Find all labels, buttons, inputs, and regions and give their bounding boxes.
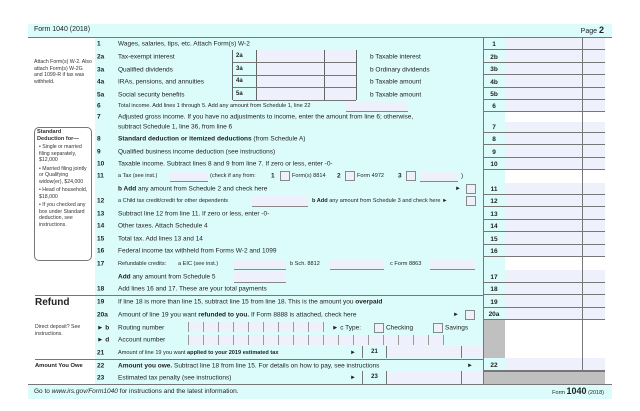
line-text: Total income. Add lines 1 through 5. Add any amount from Schedule 1, line 22 (118, 103, 311, 109)
line-box-label: 4b (483, 75, 505, 88)
line-number: 21 (97, 349, 105, 357)
line-text: Adjusted gross income. If you have no adjustments to income, enter the amount from line 6; otherwise, (118, 113, 414, 121)
line-number: 6 (97, 102, 101, 110)
line-text: Routing number (118, 324, 165, 332)
amount-field[interactable] (505, 283, 605, 295)
amount-field[interactable] (505, 75, 605, 88)
form-footer (28, 384, 612, 399)
schedule1-line22-field[interactable] (346, 101, 408, 112)
line-number: 14 (97, 222, 105, 230)
digit-box[interactable] (219, 322, 234, 332)
arrow-icon: ► (350, 350, 356, 356)
amount-field[interactable] (505, 63, 605, 75)
arrow-icon: ► (453, 312, 459, 318)
checkbox-label: Form(s) 8814 (292, 173, 326, 179)
line21-cents[interactable] (462, 346, 484, 358)
schedule2-checkbox[interactable] (466, 184, 476, 194)
line-number: 10 (97, 160, 105, 168)
line-box-label: 8 (483, 133, 505, 145)
line-text: c Form 8863 (390, 261, 422, 267)
amount-field[interactable] (505, 207, 605, 220)
schedule3-checkbox[interactable] (466, 196, 476, 206)
line-number: 16 (97, 247, 105, 255)
option-number: 1 (271, 172, 275, 180)
line-box-label: 16 (483, 245, 505, 257)
digit-box[interactable] (249, 322, 264, 332)
sch8812-field[interactable] (330, 259, 384, 270)
standard-deduction-box (34, 127, 92, 261)
attach-note: Attach Form(s) W-2. Also attach Form(s) W-2G and 1099-R if tax was withheld. (34, 59, 92, 85)
digit-box[interactable] (204, 322, 219, 332)
line-number: ► b (97, 324, 110, 332)
digit-box[interactable] (219, 335, 234, 345)
amount-field[interactable] (505, 88, 605, 100)
digit-box[interactable] (264, 322, 279, 332)
line-text: Estimated tax penalty (see instructions) (118, 374, 232, 382)
digit-box[interactable] (189, 322, 204, 332)
digit-box[interactable] (264, 335, 279, 345)
amount-field[interactable] (505, 122, 605, 133)
digit-box[interactable] (369, 335, 384, 345)
line-text: b Taxable interest (370, 53, 421, 61)
amount-field[interactable] (505, 308, 605, 320)
form8888-checkbox[interactable] (465, 310, 475, 320)
line-text: b Add any amount from Schedule 3 and check here ► (312, 198, 448, 204)
page-number: Page 2 (580, 25, 604, 35)
digit-box[interactable] (294, 335, 309, 345)
line-number: 8 (97, 135, 101, 143)
line21-amount[interactable] (387, 346, 462, 358)
line-text: IRAs, pensions, and annuities (118, 78, 204, 86)
refund-heading: Refund (35, 297, 70, 308)
amount-field[interactable] (505, 232, 605, 245)
amount-field[interactable] (505, 358, 605, 371)
line-number: 12 (97, 197, 105, 205)
inner-amount-grid (232, 50, 356, 100)
line-number: 11 (97, 172, 104, 180)
digit-box[interactable] (234, 322, 249, 332)
line-box-label: 18 (483, 283, 505, 295)
digit-box[interactable] (234, 335, 249, 345)
digit-box[interactable] (309, 335, 324, 345)
line23-cents[interactable] (462, 371, 484, 384)
line-text: b Taxable amount (370, 91, 422, 99)
line-text: b Add any amount from Schedule 2 and check here (118, 185, 268, 193)
checking-checkbox[interactable] (374, 323, 384, 333)
line-number: 19 (97, 298, 105, 306)
digit-box[interactable] (399, 335, 414, 345)
line-box-label: 11 (483, 170, 505, 195)
line-number: 2a (97, 53, 105, 61)
digit-box[interactable] (279, 322, 294, 332)
option-number: 2 (337, 172, 341, 180)
other-form-field[interactable] (420, 171, 458, 182)
line-number: 15 (97, 235, 105, 243)
box-label: 4a (236, 78, 243, 84)
line-text: Taxable income. Subtract lines 8 and 9 from line 7. If zero or less, enter -0- (118, 160, 333, 168)
column-divider (483, 38, 484, 384)
line-number: 5a (97, 91, 105, 99)
line-text: Amount of line 19 you want refunded to you. If Form 8888 is attached, check here (118, 311, 357, 319)
digit-box[interactable] (354, 335, 369, 345)
line-number: 22 (97, 362, 105, 370)
line-text: Social security benefits (118, 91, 185, 99)
checkbox-label: Checking (386, 324, 414, 332)
line21-box (362, 346, 484, 358)
line-text: b Ordinary dividends (370, 66, 430, 74)
line-text: Wages, salaries, tips, etc. Attach Form(s) W-2 (118, 40, 250, 48)
option-number: 3 (398, 172, 402, 180)
form-id: Form 1040 (2018) (34, 26, 91, 33)
line-box-label: 6 (483, 100, 505, 112)
line-box-label: 19 (483, 295, 505, 308)
line-number: 3a (97, 66, 105, 74)
arrow-icon: ► (350, 375, 356, 381)
form8863-field[interactable] (430, 259, 475, 270)
line-text: a Child tax credit/credit for other dependents (118, 198, 229, 204)
line-box-label: 14 (483, 220, 505, 232)
line-box-label: 7 (483, 112, 505, 133)
checkbox-label: Form 4972 (357, 173, 385, 179)
divider (35, 295, 483, 296)
other-form-checkbox[interactable] (406, 171, 416, 181)
line-number: ► d (97, 336, 110, 344)
line-text: (check if any from: (210, 173, 256, 179)
line-text: b Sch. 8812 (290, 261, 320, 267)
line-number: 18 (97, 285, 105, 293)
line-box-label: 10 (483, 158, 505, 170)
box-label: 23 (363, 371, 387, 384)
line-text: Account number (118, 336, 166, 344)
digit-box[interactable] (384, 335, 399, 345)
line-text: Tax-exempt interest (118, 53, 175, 61)
child-tax-credit-field[interactable] (252, 196, 308, 207)
schedule5-field[interactable] (234, 272, 286, 283)
box-label: 3a (236, 66, 243, 72)
line-text: subtract Schedule 1, line 36, from line 6 (118, 123, 233, 131)
savings-checkbox[interactable] (433, 323, 443, 333)
tax-field[interactable] (170, 171, 208, 182)
line-text: Federal income tax withheld from Forms W-2 and 1099 (118, 247, 277, 255)
blank-space (505, 112, 605, 122)
line-number: 4a (97, 78, 105, 86)
std-item: • Head of household, $18,000 (39, 187, 88, 200)
line-text: Subtract line 12 from line 11. If zero or less, enter -0- (118, 210, 270, 218)
arrow-icon: ► (455, 186, 461, 192)
account-number-input[interactable] (188, 335, 444, 345)
line-text: a EIC (see inst.) (178, 261, 219, 267)
amount-field[interactable] (505, 158, 605, 170)
digit-box[interactable] (204, 335, 219, 345)
line-number: 1 (97, 40, 101, 48)
std-item: • Single or married filing separately, $12,000 (39, 144, 82, 163)
arrow-icon: ► (467, 363, 473, 369)
line-box-label: 13 (483, 207, 505, 220)
line-text: b Taxable amount (370, 78, 422, 86)
line-box-label: 15 (483, 232, 505, 245)
line-box-label: 20a (483, 308, 505, 320)
line-text: Total tax. Add lines 13 and 14 (118, 235, 203, 243)
line-number: 7 (97, 113, 101, 121)
form-4972-checkbox[interactable] (345, 171, 355, 181)
line-text: Add lines 16 and 17. These are your total payments (118, 285, 267, 293)
line-box-label: 3b (483, 63, 505, 75)
amount-field[interactable] (505, 195, 605, 207)
line-number: 13 (97, 210, 105, 218)
direct-deposit-note: Direct deposit? See instructions. (35, 324, 81, 337)
shaded-area (483, 320, 505, 358)
footer-form-id: Form 1040 (2018) (552, 386, 604, 396)
form-header (28, 24, 612, 38)
line-box-label: 2b (483, 50, 505, 63)
line-text: If line 18 is more than line 15, subtract line 15 from line 18. This is the amount you overpaid (118, 298, 383, 306)
box-label: 5a (236, 91, 243, 97)
line-text: Amount you owe. Subtract line 18 from line 15. For details on how to pay, see instructions (118, 362, 380, 370)
digit-box[interactable] (324, 335, 339, 345)
irs-link[interactable]: www.irs.gov/Form1040 (51, 388, 118, 395)
amount-field[interactable] (505, 245, 605, 257)
digit-box[interactable] (309, 322, 324, 332)
form-8814-checkbox[interactable] (280, 171, 290, 181)
checkbox-label: Savings (445, 324, 469, 332)
std-item: • If you checked any box under Standard deduction, see instructions. (39, 202, 86, 228)
line-text: Add any amount from Schedule 5 (118, 273, 216, 281)
amount-field[interactable] (505, 133, 605, 145)
amount-field[interactable] (505, 270, 605, 283)
amount-field[interactable] (505, 50, 605, 63)
line-text: Qualified dividends (118, 66, 173, 74)
line-box-label: 17 (483, 257, 505, 283)
line-number: 23 (97, 374, 105, 382)
line-text: Standard deduction or itemized deductions (from Schedule A) (118, 135, 306, 143)
std-item: • Married filing jointly or Qualifying widow(er), $24,000 (39, 165, 87, 185)
digit-box[interactable] (339, 335, 354, 345)
amount-field[interactable] (505, 100, 605, 112)
routing-number-input[interactable] (188, 322, 324, 332)
line-text: ► c Type: (332, 324, 362, 332)
std-title: Standard Deduction for— (37, 129, 79, 142)
box-label: 21 (363, 346, 387, 358)
amount-field[interactable] (505, 38, 605, 50)
amount-field[interactable] (505, 145, 605, 158)
line-text: Refundable credits: (118, 261, 167, 267)
line23-box (362, 371, 484, 384)
line-text: Amount of line 19 you want applied to your 2019 estimated tax (118, 350, 279, 356)
digit-box[interactable] (189, 335, 204, 345)
line-box-label: 1 (483, 38, 505, 50)
eic-field[interactable] (234, 259, 286, 270)
line-number: 20a (97, 311, 108, 319)
line-text: a Tax (see inst.) (118, 173, 158, 179)
digit-box[interactable] (429, 335, 444, 345)
digit-box[interactable] (279, 335, 294, 345)
line-text: Qualified business income deduction (see instructions) (118, 148, 276, 156)
digit-box[interactable] (414, 335, 429, 345)
line-box-label: 12 (483, 195, 505, 207)
blank-space (505, 320, 605, 358)
line-box-label: 9 (483, 145, 505, 158)
line-number: 17 (97, 260, 105, 268)
line-number: 9 (97, 148, 101, 156)
amount-you-owe-heading: Amount You Owe (35, 363, 83, 369)
shaded-area (483, 371, 605, 385)
amount-field[interactable] (505, 183, 605, 195)
box-label: 2a (236, 53, 243, 59)
amount-field[interactable] (505, 220, 605, 232)
line-box-label: 5b (483, 88, 505, 100)
line23-amount[interactable] (387, 371, 462, 384)
digit-box[interactable] (294, 322, 309, 332)
footer-instructions: Go to www.irs.gov/Form1040 for instructions and the latest information. (34, 388, 239, 395)
paren: ) (461, 172, 464, 180)
blank-space (505, 170, 605, 183)
line-text: Other taxes. Attach Schedule 4 (118, 222, 208, 230)
line-box-label: 22 (483, 358, 505, 371)
amount-field[interactable] (505, 295, 605, 308)
divider (35, 359, 483, 360)
digit-box[interactable] (249, 335, 264, 345)
blank-space (505, 257, 605, 270)
